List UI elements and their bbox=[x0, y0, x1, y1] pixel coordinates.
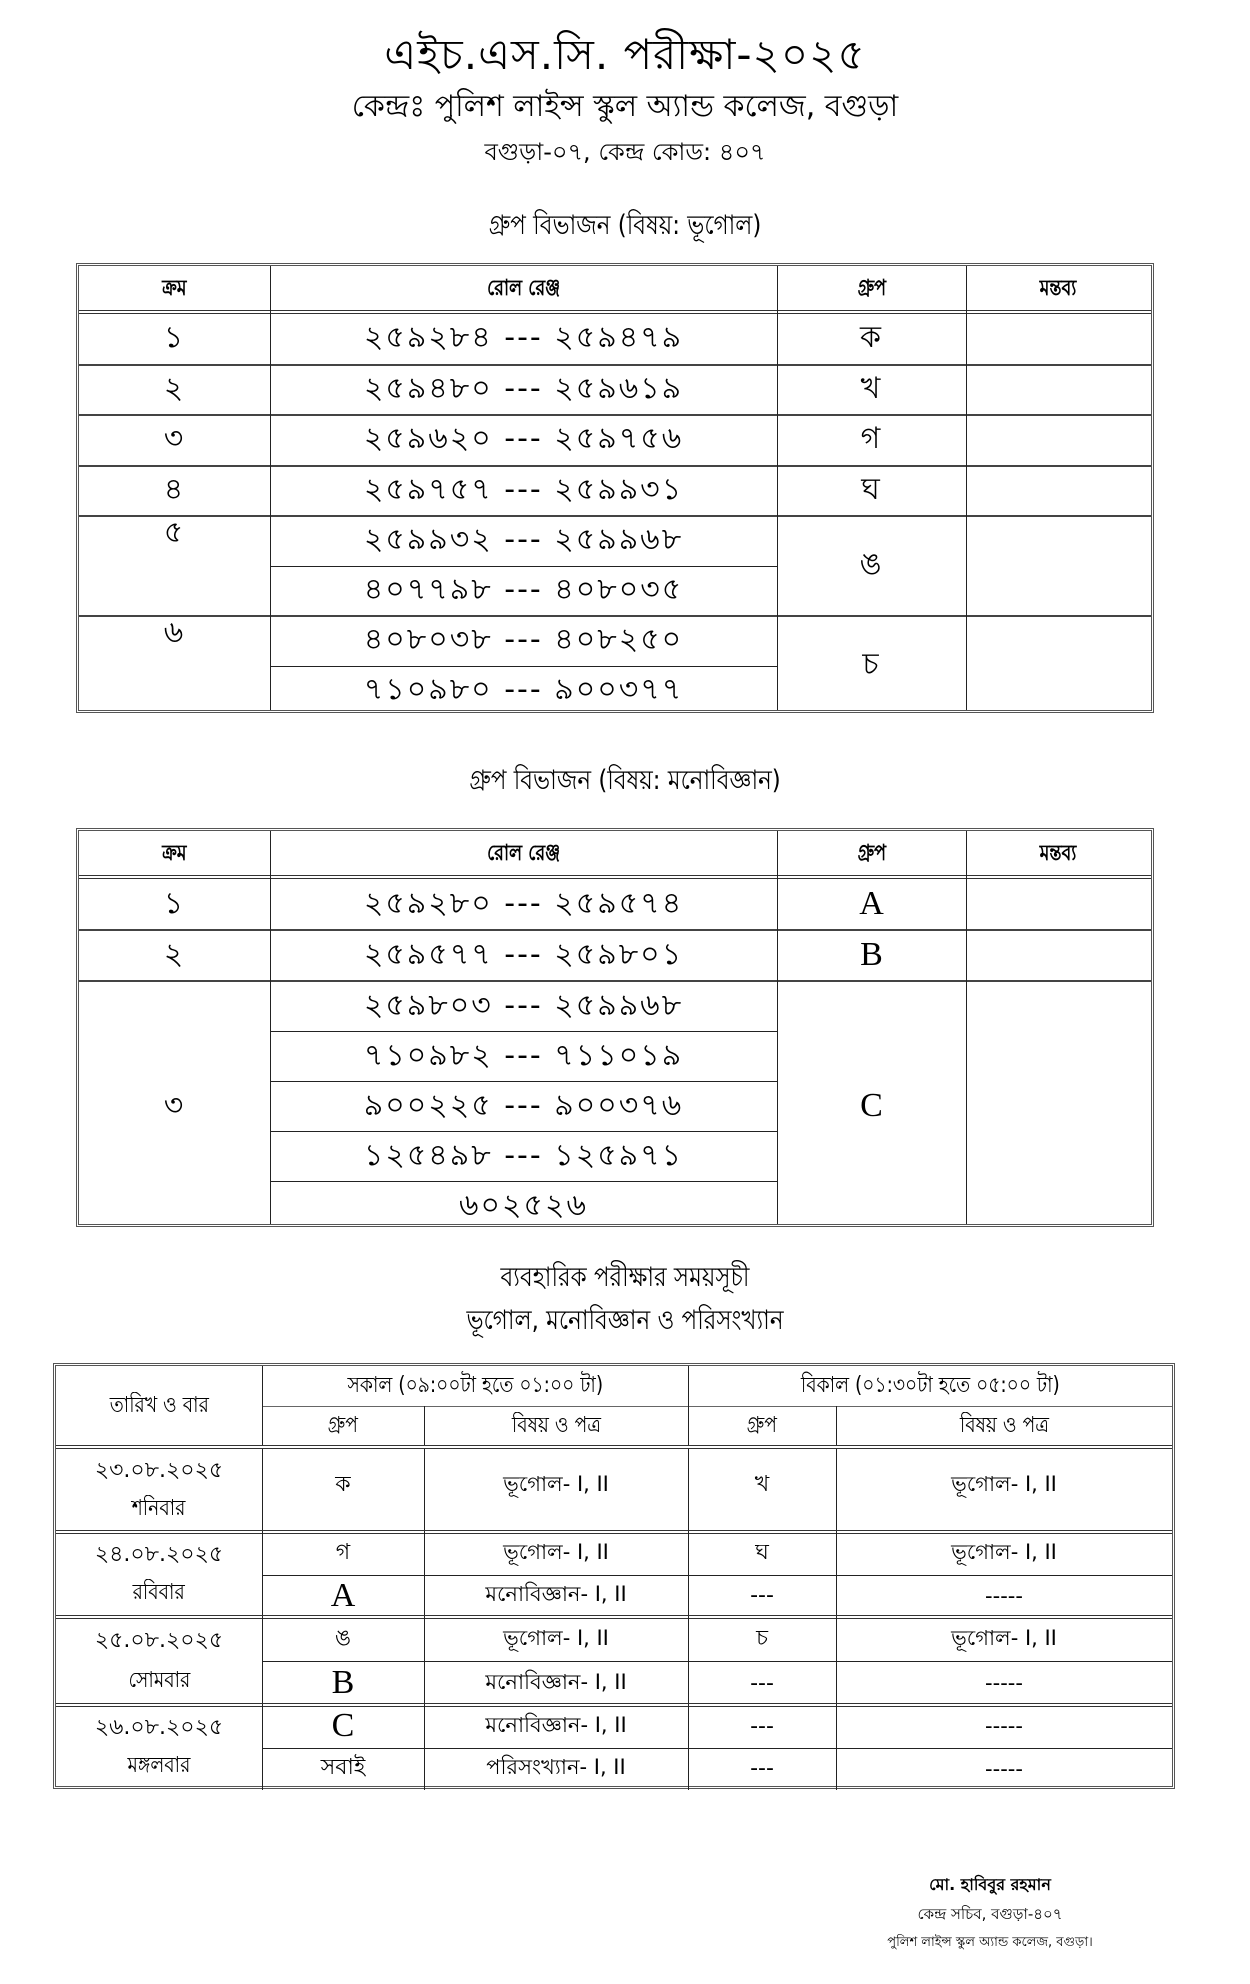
schedule-day-row bbox=[56, 1532, 1172, 1617]
roll-range-cell-text: ২৫৯৬২০ --- ২৫৯৭৫৬ bbox=[363, 421, 684, 457]
sub-row-divider bbox=[270, 1131, 777, 1132]
column-header-text: রোল রেঞ্জ bbox=[486, 275, 561, 301]
afternoon-subject-header-text: বিষয় ও পত্র bbox=[959, 1413, 1049, 1438]
schedule-day-row bbox=[56, 1449, 1172, 1532]
afternoon-subject-cell-text: ----- bbox=[985, 1671, 1023, 1695]
morning-subject-cell-text: পরিসংখ্যান- I, II bbox=[486, 1755, 626, 1780]
serial-cell-text: ২ bbox=[163, 370, 186, 406]
column-divider bbox=[270, 831, 271, 1224]
morning-subject-cell bbox=[424, 1532, 688, 1575]
column-header bbox=[270, 266, 777, 312]
group-cell bbox=[777, 616, 966, 715]
afternoon-group-cell bbox=[688, 1661, 836, 1705]
afternoon-subject-cell-text: ভূগোল- I, II bbox=[951, 1539, 1057, 1564]
afternoon-subject-cell-text: ভূগোল- I, II bbox=[951, 1625, 1057, 1650]
table-row bbox=[79, 365, 1151, 415]
serial-cell-text: ৪ bbox=[163, 471, 186, 507]
column-divider bbox=[262, 1705, 263, 1790]
afternoon-subject-cell bbox=[836, 1617, 1172, 1661]
morning-group-header bbox=[262, 1407, 424, 1446]
morning-subject-cell bbox=[424, 1617, 688, 1661]
table-row bbox=[79, 314, 1151, 364]
column-divider bbox=[424, 1705, 425, 1790]
group-cell bbox=[777, 466, 966, 516]
morning-group-header-text: গ্রুপ bbox=[327, 1413, 359, 1438]
header-sub-divider bbox=[262, 1406, 1172, 1407]
column-header-text: গ্রুপ bbox=[857, 275, 886, 301]
roll-range-cell bbox=[270, 1081, 777, 1131]
morning-subject-cell bbox=[424, 1705, 688, 1748]
date-cell bbox=[56, 1621, 262, 1661]
column-divider bbox=[688, 1617, 689, 1705]
column-divider bbox=[777, 831, 778, 1224]
center-name: কেন্দ্রঃ পুলিশ লাইন্স স্কুল অ্যান্ড কলেজ, বগুড়া bbox=[351, 89, 899, 124]
column-header-text: গ্রুপ bbox=[857, 840, 886, 866]
schedule-subtitle: ভূগোল, মনোবিজ্ঞান ও পরিসংখ্যান bbox=[466, 1305, 784, 1336]
serial-cell bbox=[79, 879, 270, 929]
morning-group-cell-text: B bbox=[331, 1664, 355, 1701]
signatory-institution: পুলিশ লাইন্স স্কুল অ্যান্ড কলেজ, বগুড়া। bbox=[887, 1935, 1093, 1950]
weekday-cell-text: রবিবার bbox=[132, 1580, 186, 1606]
roll-range-cell-text: ৪০৭৭৯৮ --- ৪০৮০৩৫ bbox=[363, 571, 684, 607]
afternoon-header-text: বিকাল (০১:৩০টা হতে ০৫:০০ টা) bbox=[800, 1372, 1060, 1398]
serial-cell bbox=[79, 981, 270, 1231]
roll-range-cell-text: ১২৫৪৯৮ --- ১২৫৯৭১ bbox=[363, 1137, 684, 1173]
column-divider bbox=[777, 266, 778, 710]
slot-divider bbox=[262, 1575, 1172, 1576]
morning-header-text: সকাল (০৯:০০টা হতে ০১:০০ টা) bbox=[347, 1372, 603, 1398]
table-row bbox=[79, 981, 1151, 1231]
sub-row-divider bbox=[270, 666, 777, 667]
afternoon-subject-cell bbox=[836, 1532, 1172, 1575]
roll-range-cell bbox=[270, 1131, 777, 1181]
column-divider bbox=[424, 1617, 425, 1705]
morning-group-cell bbox=[262, 1575, 424, 1618]
column-divider bbox=[836, 1532, 837, 1617]
group-cell-text: ক bbox=[860, 320, 883, 356]
serial-cell bbox=[79, 415, 270, 465]
remark-cell bbox=[966, 365, 1151, 415]
afternoon-group-cell-text: চ bbox=[756, 1625, 768, 1651]
roll-range-cell-text: ৭১০৯৮০ --- ৯০০৩৭৭ bbox=[363, 671, 684, 707]
morning-header bbox=[262, 1366, 688, 1406]
afternoon-group-cell-text: খ bbox=[754, 1472, 770, 1497]
date-cell bbox=[56, 1709, 262, 1748]
remark-cell bbox=[966, 930, 1151, 980]
group-cell bbox=[777, 930, 966, 980]
morning-subject-cell bbox=[424, 1575, 688, 1618]
slot-divider bbox=[262, 1748, 1172, 1749]
group-cell bbox=[777, 415, 966, 465]
morning-group-cell bbox=[262, 1449, 424, 1522]
schedule-day-row bbox=[56, 1617, 1172, 1705]
weekday-cell bbox=[56, 1575, 262, 1614]
morning-subject-cell bbox=[424, 1661, 688, 1705]
practical-schedule-table bbox=[53, 1363, 1175, 1789]
group-cell-text: চ bbox=[862, 647, 881, 682]
signatory-designation: কেন্দ্র সচিব, বগুড়া-৪০৭ bbox=[917, 1905, 1063, 1923]
weekday-cell bbox=[56, 1748, 262, 1787]
morning-subject-cell bbox=[424, 1449, 688, 1522]
column-header bbox=[777, 831, 966, 877]
weekday-cell-text: মঙ্গলবার bbox=[127, 1753, 191, 1779]
column-divider bbox=[424, 1406, 425, 1446]
slot-divider bbox=[262, 1661, 1172, 1662]
psychology-group-table bbox=[76, 828, 1154, 1227]
geography-group-table bbox=[76, 263, 1154, 713]
afternoon-group-cell bbox=[688, 1575, 836, 1618]
serial-cell-text: ২ bbox=[163, 936, 186, 972]
date-cell-text: ২৬.০৮.২০২৫ bbox=[94, 1714, 224, 1740]
sub-row-divider bbox=[270, 1181, 777, 1182]
column-divider bbox=[424, 1449, 425, 1532]
afternoon-group-header bbox=[688, 1407, 836, 1446]
group-cell-text: ঘ bbox=[861, 471, 882, 507]
date-day-header-text: তারিখ ও বার bbox=[109, 1392, 209, 1418]
morning-group-cell-text: ঙ bbox=[334, 1625, 352, 1651]
table-row bbox=[79, 415, 1151, 465]
morning-group-cell-text: সবাই bbox=[320, 1755, 366, 1781]
serial-cell bbox=[79, 930, 270, 980]
afternoon-group-cell bbox=[688, 1617, 836, 1661]
roll-range-cell bbox=[270, 516, 777, 566]
roll-range-cell bbox=[270, 616, 777, 666]
roll-range-cell bbox=[270, 314, 777, 364]
roll-range-cell-text: ২৫৯৪৮০ --- ২৫৯৬১৯ bbox=[363, 370, 684, 406]
weekday-cell-text: শনিবার bbox=[132, 1495, 186, 1521]
column-divider bbox=[688, 1449, 689, 1532]
remark-cell bbox=[966, 314, 1151, 364]
morning-subject-cell bbox=[424, 1748, 688, 1791]
remark-cell bbox=[966, 879, 1151, 929]
table-row bbox=[79, 466, 1151, 516]
column-divider bbox=[836, 1617, 837, 1705]
column-header bbox=[966, 266, 1151, 312]
morning-subject-cell-text: মনোবিজ্ঞান- I, II bbox=[485, 1669, 627, 1694]
column-header bbox=[79, 266, 270, 312]
group-cell bbox=[777, 981, 966, 1231]
roll-range-cell-text: ২৫৯৫৭৭ --- ২৫৯৮০১ bbox=[363, 936, 684, 972]
morning-group-cell-text: ক bbox=[335, 1472, 351, 1497]
morning-subject-header bbox=[424, 1407, 688, 1446]
afternoon-group-cell-text: --- bbox=[750, 1713, 774, 1739]
column-divider bbox=[262, 1449, 263, 1532]
serial-cell bbox=[79, 365, 270, 415]
morning-subject-cell-text: ভূগোল- I, II bbox=[503, 1625, 609, 1650]
roll-range-cell bbox=[270, 981, 777, 1031]
afternoon-subject-cell bbox=[836, 1449, 1172, 1522]
afternoon-group-cell-text: --- bbox=[750, 1583, 774, 1609]
afternoon-subject-cell-text: ভূগোল- I, II bbox=[951, 1472, 1057, 1496]
column-header-text: মন্তব্য bbox=[1040, 840, 1077, 866]
afternoon-group-cell bbox=[688, 1705, 836, 1748]
date-cell-text: ২৩.০৮.২০২৫ bbox=[94, 1458, 224, 1484]
column-divider bbox=[836, 1449, 837, 1532]
group-cell-text: A bbox=[859, 885, 884, 922]
sub-row-divider bbox=[270, 1031, 777, 1032]
date-cell bbox=[56, 1453, 262, 1491]
roll-range-cell-text: ২৫৯২৮০ --- ২৫৯৫৭৪ bbox=[363, 885, 684, 921]
roll-range-cell-text: ২৫৯২৮৪ --- ২৫৯৪৭৯ bbox=[363, 320, 684, 356]
table-row bbox=[79, 879, 1151, 929]
roll-range-cell-text: ৭১০৯৮২ --- ৭১১০১৯ bbox=[363, 1037, 684, 1073]
date-cell bbox=[56, 1536, 262, 1575]
group-cell-text: গ bbox=[860, 421, 883, 457]
serial-cell bbox=[79, 314, 270, 364]
roll-range-cell bbox=[270, 1181, 777, 1231]
morning-subject-cell-text: ভূগোল- I, II bbox=[503, 1472, 609, 1496]
afternoon-subject-cell-text: ----- bbox=[985, 1714, 1023, 1739]
weekday-cell bbox=[56, 1491, 262, 1529]
remark-cell bbox=[966, 616, 1151, 715]
roll-range-cell-text: ২৫৯৮০৩ --- ২৫৯৯৬৮ bbox=[363, 987, 684, 1023]
group-cell bbox=[777, 879, 966, 929]
column-header bbox=[270, 831, 777, 877]
serial-cell-text: ৩ bbox=[163, 421, 186, 457]
column-header-text: ক্রম bbox=[162, 275, 187, 301]
group-cell-text: খ bbox=[860, 370, 883, 406]
weekday-cell bbox=[56, 1661, 262, 1701]
serial-cell-text: ১ bbox=[163, 320, 186, 356]
roll-range-cell-text: ৬০২৫২৬ bbox=[459, 1187, 588, 1223]
column-header-text: রোল রেঞ্জ bbox=[486, 840, 561, 866]
morning-group-cell bbox=[262, 1617, 424, 1661]
column-header-text: মন্তব্য bbox=[1040, 275, 1077, 301]
remark-cell bbox=[966, 466, 1151, 516]
date-cell-text: ২৪.০৮.২০২৫ bbox=[94, 1541, 224, 1567]
column-header bbox=[777, 266, 966, 312]
afternoon-group-cell bbox=[688, 1748, 836, 1791]
roll-range-cell bbox=[270, 466, 777, 516]
roll-range-cell bbox=[270, 415, 777, 465]
roll-range-cell bbox=[270, 879, 777, 929]
serial-cell bbox=[79, 516, 270, 552]
column-divider bbox=[836, 1406, 837, 1446]
afternoon-group-cell-text: ঘ bbox=[755, 1539, 769, 1565]
afternoon-subject-cell bbox=[836, 1705, 1172, 1748]
morning-group-cell bbox=[262, 1748, 424, 1791]
sub-row-divider bbox=[270, 1081, 777, 1082]
column-divider bbox=[688, 1366, 689, 1446]
column-header bbox=[79, 831, 270, 877]
roll-range-cell-text: ৪০৮০৩৮ --- ৪০৮২৫০ bbox=[363, 622, 684, 658]
morning-subject-cell-text: মনোবিজ্ঞান- I, II bbox=[485, 1712, 627, 1737]
morning-group-cell-text: C bbox=[331, 1707, 355, 1745]
morning-group-cell-text: A bbox=[330, 1576, 356, 1614]
roll-range-cell bbox=[270, 566, 777, 616]
column-divider bbox=[836, 1705, 837, 1790]
column-divider bbox=[270, 266, 271, 710]
afternoon-subject-cell-text: ----- bbox=[985, 1756, 1023, 1781]
group-cell-text: C bbox=[860, 1087, 883, 1124]
serial-cell-text: ১ bbox=[163, 885, 186, 921]
date-cell-text: ২৫.০৮.২০২৫ bbox=[94, 1627, 224, 1653]
roll-range-cell-text: ৯০০২২৫ --- ৯০০৩৭৬ bbox=[363, 1087, 684, 1123]
group-cell-text: B bbox=[860, 936, 883, 973]
column-header bbox=[966, 831, 1151, 877]
psychology-section-title: গ্রুপ বিভাজন (বিষয়: মনোবিজ্ঞান) bbox=[469, 765, 781, 796]
geography-section-title: গ্রুপ বিভাজন (বিষয়: ভূগোল) bbox=[488, 210, 762, 241]
afternoon-subject-cell bbox=[836, 1748, 1172, 1791]
serial-cell bbox=[79, 616, 270, 652]
column-divider bbox=[966, 266, 967, 710]
sub-row-divider bbox=[270, 566, 777, 567]
group-cell bbox=[777, 365, 966, 415]
table-row bbox=[79, 930, 1151, 980]
afternoon-group-cell-text: --- bbox=[750, 1756, 774, 1782]
column-divider bbox=[688, 1532, 689, 1617]
weekday-cell-text: সোমবার bbox=[128, 1667, 190, 1693]
group-cell bbox=[777, 314, 966, 364]
roll-range-cell bbox=[270, 930, 777, 980]
afternoon-header bbox=[688, 1366, 1172, 1406]
roll-range-cell bbox=[270, 365, 777, 415]
roll-range-cell-text: ২৫৯৯৩২ --- ২৫৯৯৬৮ bbox=[363, 522, 684, 558]
date-day-header bbox=[56, 1366, 262, 1446]
roll-range-cell-text: ২৫৯৭৫৭ --- ২৫৯৯৩১ bbox=[363, 471, 684, 507]
column-divider bbox=[262, 1617, 263, 1705]
remark-cell bbox=[966, 516, 1151, 615]
roll-range-cell bbox=[270, 1031, 777, 1081]
column-divider bbox=[424, 1532, 425, 1617]
schedule-title: ব্যবহারিক পরীক্ষার সময়সূচী bbox=[500, 1262, 750, 1293]
afternoon-subject-cell bbox=[836, 1661, 1172, 1705]
serial-cell-text: ৫ bbox=[163, 515, 186, 551]
afternoon-group-cell-text: --- bbox=[750, 1670, 774, 1696]
schedule-day-row bbox=[56, 1705, 1172, 1790]
signatory-name: মো. হাবিবুর রহমান bbox=[929, 1875, 1051, 1894]
serial-cell-text: ৬ bbox=[163, 615, 186, 651]
afternoon-group-cell bbox=[688, 1449, 836, 1522]
afternoon-subject-cell-text: ----- bbox=[985, 1583, 1023, 1608]
column-divider bbox=[262, 1366, 263, 1446]
morning-subject-cell-text: ভূগোল- I, II bbox=[503, 1539, 609, 1564]
roll-range-cell bbox=[270, 666, 777, 716]
column-divider bbox=[262, 1532, 263, 1617]
morning-group-cell bbox=[262, 1705, 424, 1748]
afternoon-group-cell bbox=[688, 1532, 836, 1575]
morning-group-cell bbox=[262, 1661, 424, 1705]
afternoon-subject-header bbox=[836, 1407, 1172, 1446]
morning-subject-cell-text: মনোবিজ্ঞান- I, II bbox=[485, 1582, 627, 1607]
morning-group-cell bbox=[262, 1532, 424, 1575]
remark-cell bbox=[966, 415, 1151, 465]
morning-subject-header-text: বিষয় ও পত্র bbox=[511, 1413, 601, 1438]
morning-group-cell-text: গ bbox=[335, 1539, 351, 1565]
remark-cell bbox=[966, 981, 1151, 1231]
afternoon-group-header-text: গ্রুপ bbox=[746, 1413, 778, 1438]
page-title: এইচ.এস.সি. পরীক্ষা-২০২৫ bbox=[384, 30, 866, 79]
group-cell-text: ঙ bbox=[859, 547, 884, 582]
column-header-text: ক্রম bbox=[162, 840, 187, 866]
column-divider bbox=[966, 831, 967, 1224]
center-code: বগুড়া-০৭, কেন্দ্র কোড: ৪০৭ bbox=[484, 138, 766, 166]
column-divider bbox=[688, 1705, 689, 1790]
afternoon-subject-cell bbox=[836, 1575, 1172, 1618]
serial-cell-text: ৩ bbox=[163, 1087, 186, 1123]
group-cell bbox=[777, 516, 966, 615]
table-row bbox=[79, 616, 1151, 715]
table-row bbox=[79, 516, 1151, 615]
